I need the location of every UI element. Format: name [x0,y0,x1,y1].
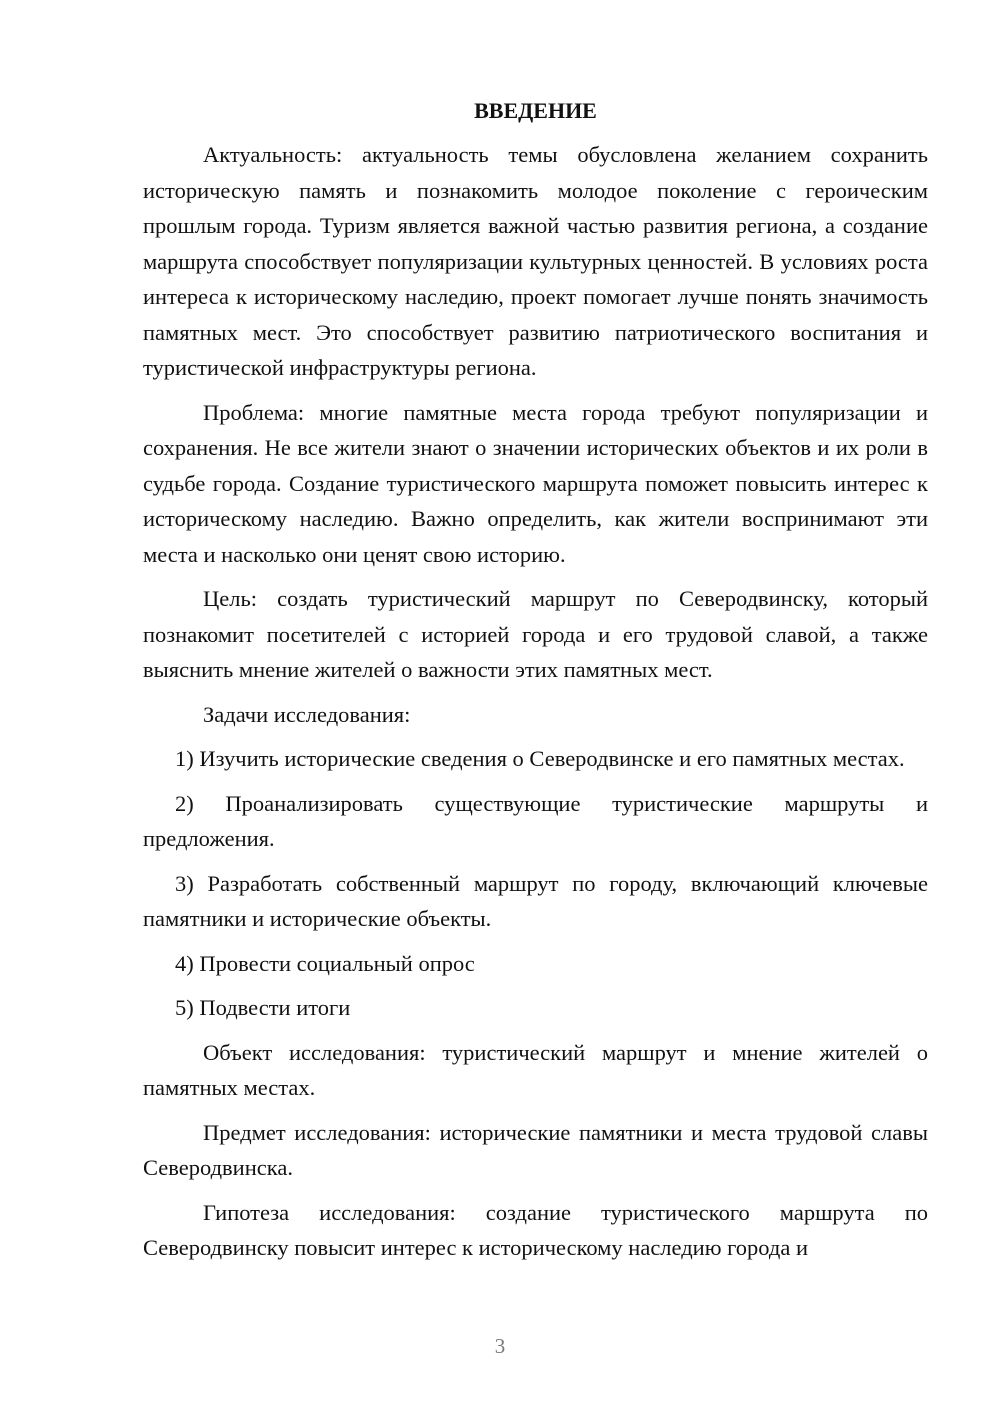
task-item-2: 2) Проанализировать существующие туристические маршруты и предложения. [143,790,928,851]
task-item-5: 5) Подвести итоги [175,995,351,1020]
task-item-1: 1) Изучить исторические сведения о Северодвинске и его памятных местах. [175,746,905,771]
relevance-paragraph: Актуальность: актуальность темы обусловлена желанием сохранить историческую память и познакомить молодое поколение с героическим прошлым города. Туризм является важной частью развития региона, а создание маршрута способствует популяризации культурных ценностей. В условиях роста интереса к историческому наследию, проект помогает лучше понять значимость памятных мест. Это способствует развитию патриотического воспитания и туристической инфраструктуры региона. [143,142,928,380]
subject-paragraph: Предмет исследования: исторические памятники и места трудовой славы Северодвинска. [143,1119,928,1180]
tasks-heading: Задачи исследования: [203,701,411,727]
section-title: ВВЕДЕНИЕ [474,98,597,123]
problem-paragraph: Проблема: многие памятные места города требуют популяризации и сохранения. Не все жители знают о значении исторических объектов и их роли в судьбе города. Создание туристического маршрута поможет повысить интерес к историческому наследию. Важно определить, как жители воспринимают эти места и насколько они ценят свою историю. [143,399,928,567]
task-item-4: 4) Провести социальный опрос [175,950,475,976]
page-content [143,93,928,1275]
hypothesis-paragraph: Гипотеза исследования: создание туристического маршрута по Северодвинску повысит интерес к историческому наследию города и [143,1199,928,1260]
task-item-3: 3) Разработать собственный маршрут по городу, включающий ключевые памятники и исторические объекты. [143,870,928,931]
object-paragraph: Объект исследования: туристический маршрут и мнение жителей о памятных местах. [143,1039,928,1100]
page-number: 3 [494,1334,506,1358]
goal-paragraph: Цель: создать туристический маршрут по Северодвинску, который познакомит посетителей с историей города и его трудовой славой, а также выяснить мнение жителей о важности этих памятных мест. [143,586,928,682]
